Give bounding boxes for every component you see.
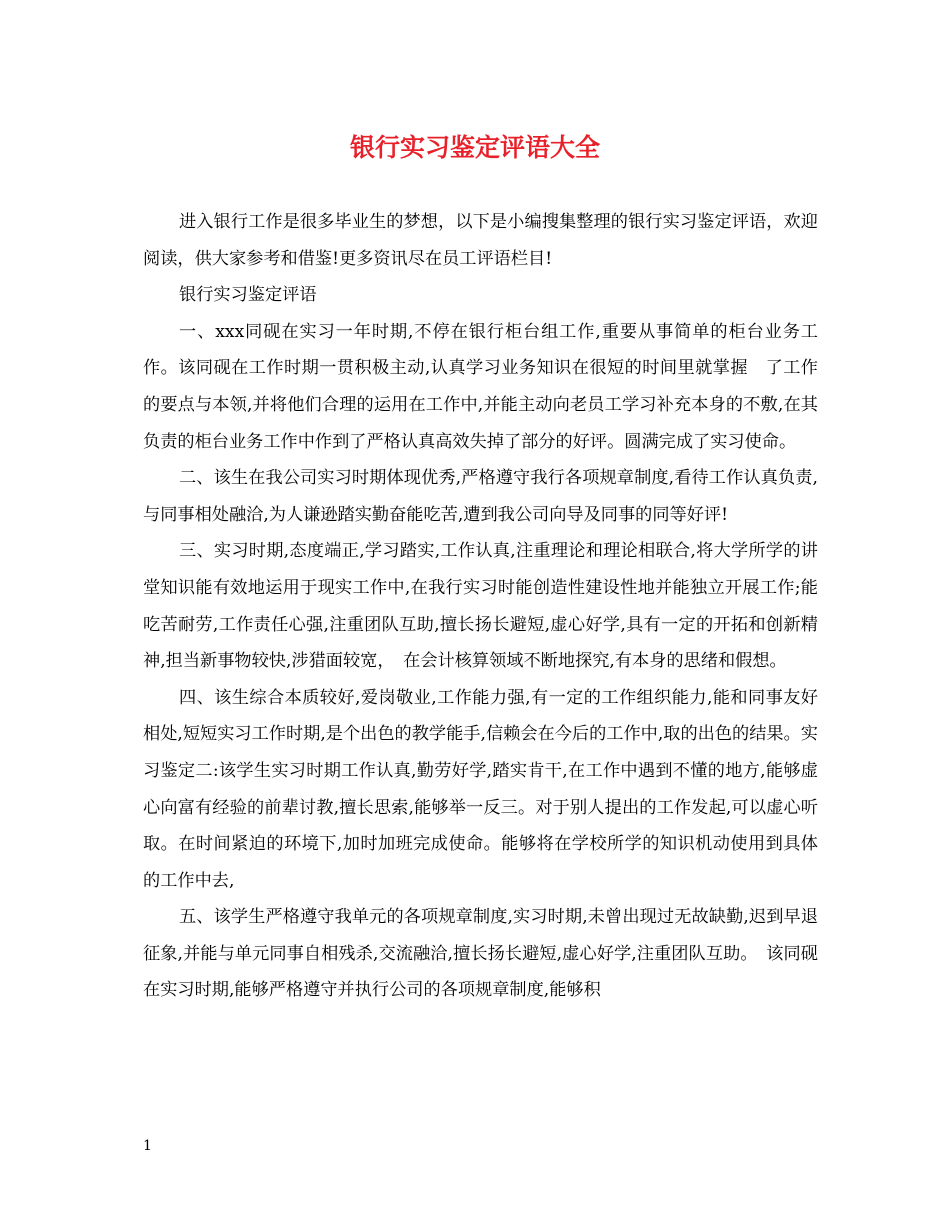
paragraph-4: 四、该生综合本质较好,爱岗敬业,工作能力强,有一定的工作组织能力,能和同事友好相处,短短实习工作时期,是个出色的教学能手,信赖会在今后的工作中,取的出色的结果。实习鉴定二:该学生实习时期工作认真,勤劳好学,踏实肯干,在工作中遇到不懂的地方,能够虚心向富有经验的前辈讨教,擅长思索,能够举一反三。对于别人提出的工作发起,可以虚心听取。在时间紧迫的环境下,加时加班完成使命。能够将在学校所学的知识机动使用到具体的工作中去, [143,687,818,891]
document-body [143,204,818,1009]
paragraph-subheading: 银行实习鉴定评语 [179,285,317,306]
paragraph-1: 一、xxx同砚在实习一年时期,不停在银行柜台组工作,重要从事简单的柜台业务工作。该同砚在工作时期一贯积极主动,认真学习业务知识在很短的时间里就掌握 了工作的要点与本领,并将他们合理的运用在工作中,并能主动向老员工学习补充本身的不敷,在其负责的柜台业务工作中作到了严格认真高效失掉了部分的好评。圆满完成了实习使命。 [143,321,818,452]
page-number: 1 [143,1138,152,1154]
paragraph-5: 五、该学生严格遵守我单元的各项规章制度,实习时期,未曾出现过无故缺勤,迟到早退征象,并能与单元同事自相残杀,交流融洽,擅长扬长避短,虚心好学,注重团队互助。 该同砚在实习时期,能够严格遵守并执行公司的各项规章制度,能够积 [143,907,818,1001]
paragraph-intro: 进入银行工作是很多毕业生的梦想，以下是小编搜集整理的银行实习鉴定评语，欢迎阅读，供大家参考和借鉴!更多资讯尽在员工评语栏目! [143,212,818,269]
paragraph-2: 二、该生在我公司实习时期体现优秀,严格遵守我行各项规章制度,看待工作认真负责,与同事相处融洽,为人谦逊踏实勤奋能吃苦,遭到我公司向导及同事的同等好评! [143,468,818,525]
paragraph-3: 三、实习时期,态度端正,学习踏实,工作认真,注重理论和理论相联合,将大学所学的讲堂知识能有效地运用于现实工作中,在我行实习时能创造性建设性地并能独立开展工作;能吃苦耐劳,工作责任心强,注重团队互助,擅长扬长避短,虚心好学,具有一定的开拓和创新精神,担当新事物较快,涉猎面较宽， 在会计核算领域不断地探究,有本身的思绪和假想。 [143,541,818,672]
page-title: 银行实习鉴定评语大全 [349,133,600,162]
